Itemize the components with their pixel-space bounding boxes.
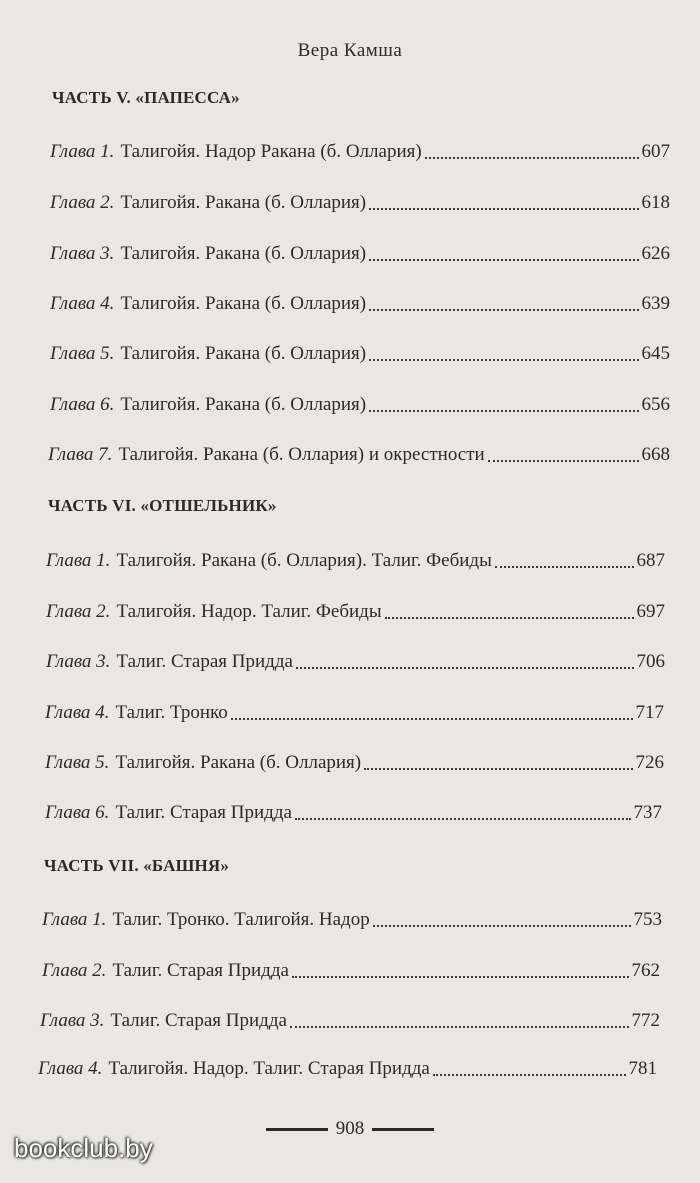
chapter-title: Талигойя. Надор. Талиг. Старая Придда: [108, 1058, 430, 1079]
chapter-label: Глава 4.: [50, 293, 115, 314]
leader-dots: [296, 666, 634, 669]
page-number: 706: [636, 651, 665, 672]
chapter-title: Талигойя. Ракана (б. Оллария): [115, 752, 362, 773]
toc-entry: [46, 601, 665, 623]
page-number: 656: [641, 394, 670, 415]
toc-entry: [46, 651, 665, 673]
chapter-title: Талигойя. Ракана (б. Оллария): [120, 343, 367, 364]
leader-dots: [373, 924, 631, 927]
chapter-label: Глава 4.: [38, 1058, 103, 1079]
chapter-title: Талиг. Старая Придда: [115, 802, 292, 823]
page-number: 737: [633, 802, 662, 823]
page-number: 645: [641, 343, 670, 364]
toc-entry: [50, 394, 670, 416]
leader-dots: [425, 156, 639, 159]
footer-rule-right: [372, 1128, 434, 1131]
leader-dots: [495, 565, 634, 568]
toc-entry: [40, 1010, 660, 1032]
page-number: 687: [636, 550, 665, 571]
leader-dots: [369, 258, 638, 261]
chapter-title: Талиг. Тронко: [115, 702, 228, 723]
page-number: 762: [631, 960, 660, 981]
chapter-label: Глава 2.: [50, 192, 115, 213]
leader-dots: [369, 308, 638, 311]
chapter-label: Глава 2.: [42, 960, 107, 981]
page-number: 717: [635, 702, 664, 723]
page-number: 753: [633, 909, 662, 930]
page-number: 726: [635, 752, 664, 773]
chapter-title: Талигойя. Ракана (б. Оллария): [120, 293, 367, 314]
toc-entry: [42, 960, 660, 982]
page-number: 626: [641, 243, 670, 264]
leader-dots: [364, 767, 632, 770]
footer-rule-left: [266, 1128, 328, 1131]
chapter-label: Глава 1.: [46, 550, 111, 571]
page-number: 697: [636, 601, 665, 622]
page-number: 618: [641, 192, 670, 213]
chapter-label: Глава 3.: [50, 243, 115, 264]
page-number: 668: [641, 444, 670, 465]
chapter-title: Талиг. Старая Придда: [110, 1010, 287, 1031]
leader-dots: [433, 1073, 626, 1076]
page-number: 781: [628, 1058, 657, 1079]
chapter-title: Талигойя. Ракана (б. Оллария) и окрестности: [118, 444, 485, 465]
toc-entry: [45, 702, 664, 724]
page-number: 607: [641, 141, 670, 162]
toc-entry: [48, 444, 670, 466]
toc-entry: [45, 752, 664, 774]
leader-dots: [369, 207, 638, 210]
chapter-title: Талигойя. Ракана (б. Оллария). Талиг. Фебиды: [116, 550, 492, 571]
leader-dots: [231, 717, 633, 720]
chapter-title: Талигойя. Ракана (б. Оллария): [120, 243, 367, 264]
watermark: bookclub.by: [14, 1133, 153, 1163]
chapter-title: Талиг. Старая Придда: [112, 960, 289, 981]
page-number: 639: [641, 293, 670, 314]
chapter-label: Глава 6.: [45, 802, 110, 823]
part-heading: ЧАСТЬ VII. «БАШНЯ»: [44, 856, 230, 875]
leader-dots: [369, 409, 638, 412]
chapter-label: Глава 2.: [46, 601, 111, 622]
toc-entry: [50, 243, 670, 265]
running-header: Вера Камша: [297, 40, 403, 61]
chapter-label: Глава 7.: [48, 444, 113, 465]
toc-entry: [45, 802, 662, 824]
part-heading: ЧАСТЬ VI. «ОТШЕЛЬНИК»: [48, 496, 277, 515]
chapter-title: Талиг. Тронко. Талигойя. Надор: [112, 909, 370, 930]
leader-dots: [488, 459, 639, 462]
chapter-label: Глава 5.: [50, 343, 115, 364]
chapter-label: Глава 6.: [50, 394, 115, 415]
chapter-title: Талигойя. Надор Ракана (б. Оллария): [120, 141, 422, 162]
footer-page-number: 908: [335, 1118, 365, 1139]
toc-entry: [50, 343, 670, 365]
chapter-label: Глава 1.: [50, 141, 115, 162]
toc-entry: [38, 1058, 657, 1080]
leader-dots: [292, 975, 629, 978]
leader-dots: [369, 358, 638, 361]
toc-entry: [50, 192, 670, 214]
chapter-title: Талиг. Старая Придда: [116, 651, 293, 672]
chapter-label: Глава 3.: [46, 651, 111, 672]
leader-dots: [295, 817, 631, 820]
page-number: 772: [631, 1010, 660, 1031]
toc-entry: [50, 293, 670, 315]
chapter-label: Глава 1.: [42, 909, 107, 930]
leader-dots: [290, 1025, 629, 1028]
chapter-label: Глава 3.: [40, 1010, 105, 1031]
chapter-title: Талигойя. Ракана (б. Оллария): [120, 192, 367, 213]
chapter-label: Глава 4.: [45, 702, 110, 723]
chapter-title: Талигойя. Надор. Талиг. Фебиды: [116, 601, 382, 622]
chapter-title: Талигойя. Ракана (б. Оллария): [120, 394, 367, 415]
toc-entry: [46, 550, 665, 572]
part-heading: ЧАСТЬ V. «ПАПЕССА»: [52, 88, 240, 107]
chapter-label: Глава 5.: [45, 752, 110, 773]
toc-entry: [50, 141, 670, 163]
toc-entry: [42, 909, 662, 931]
leader-dots: [385, 616, 634, 619]
